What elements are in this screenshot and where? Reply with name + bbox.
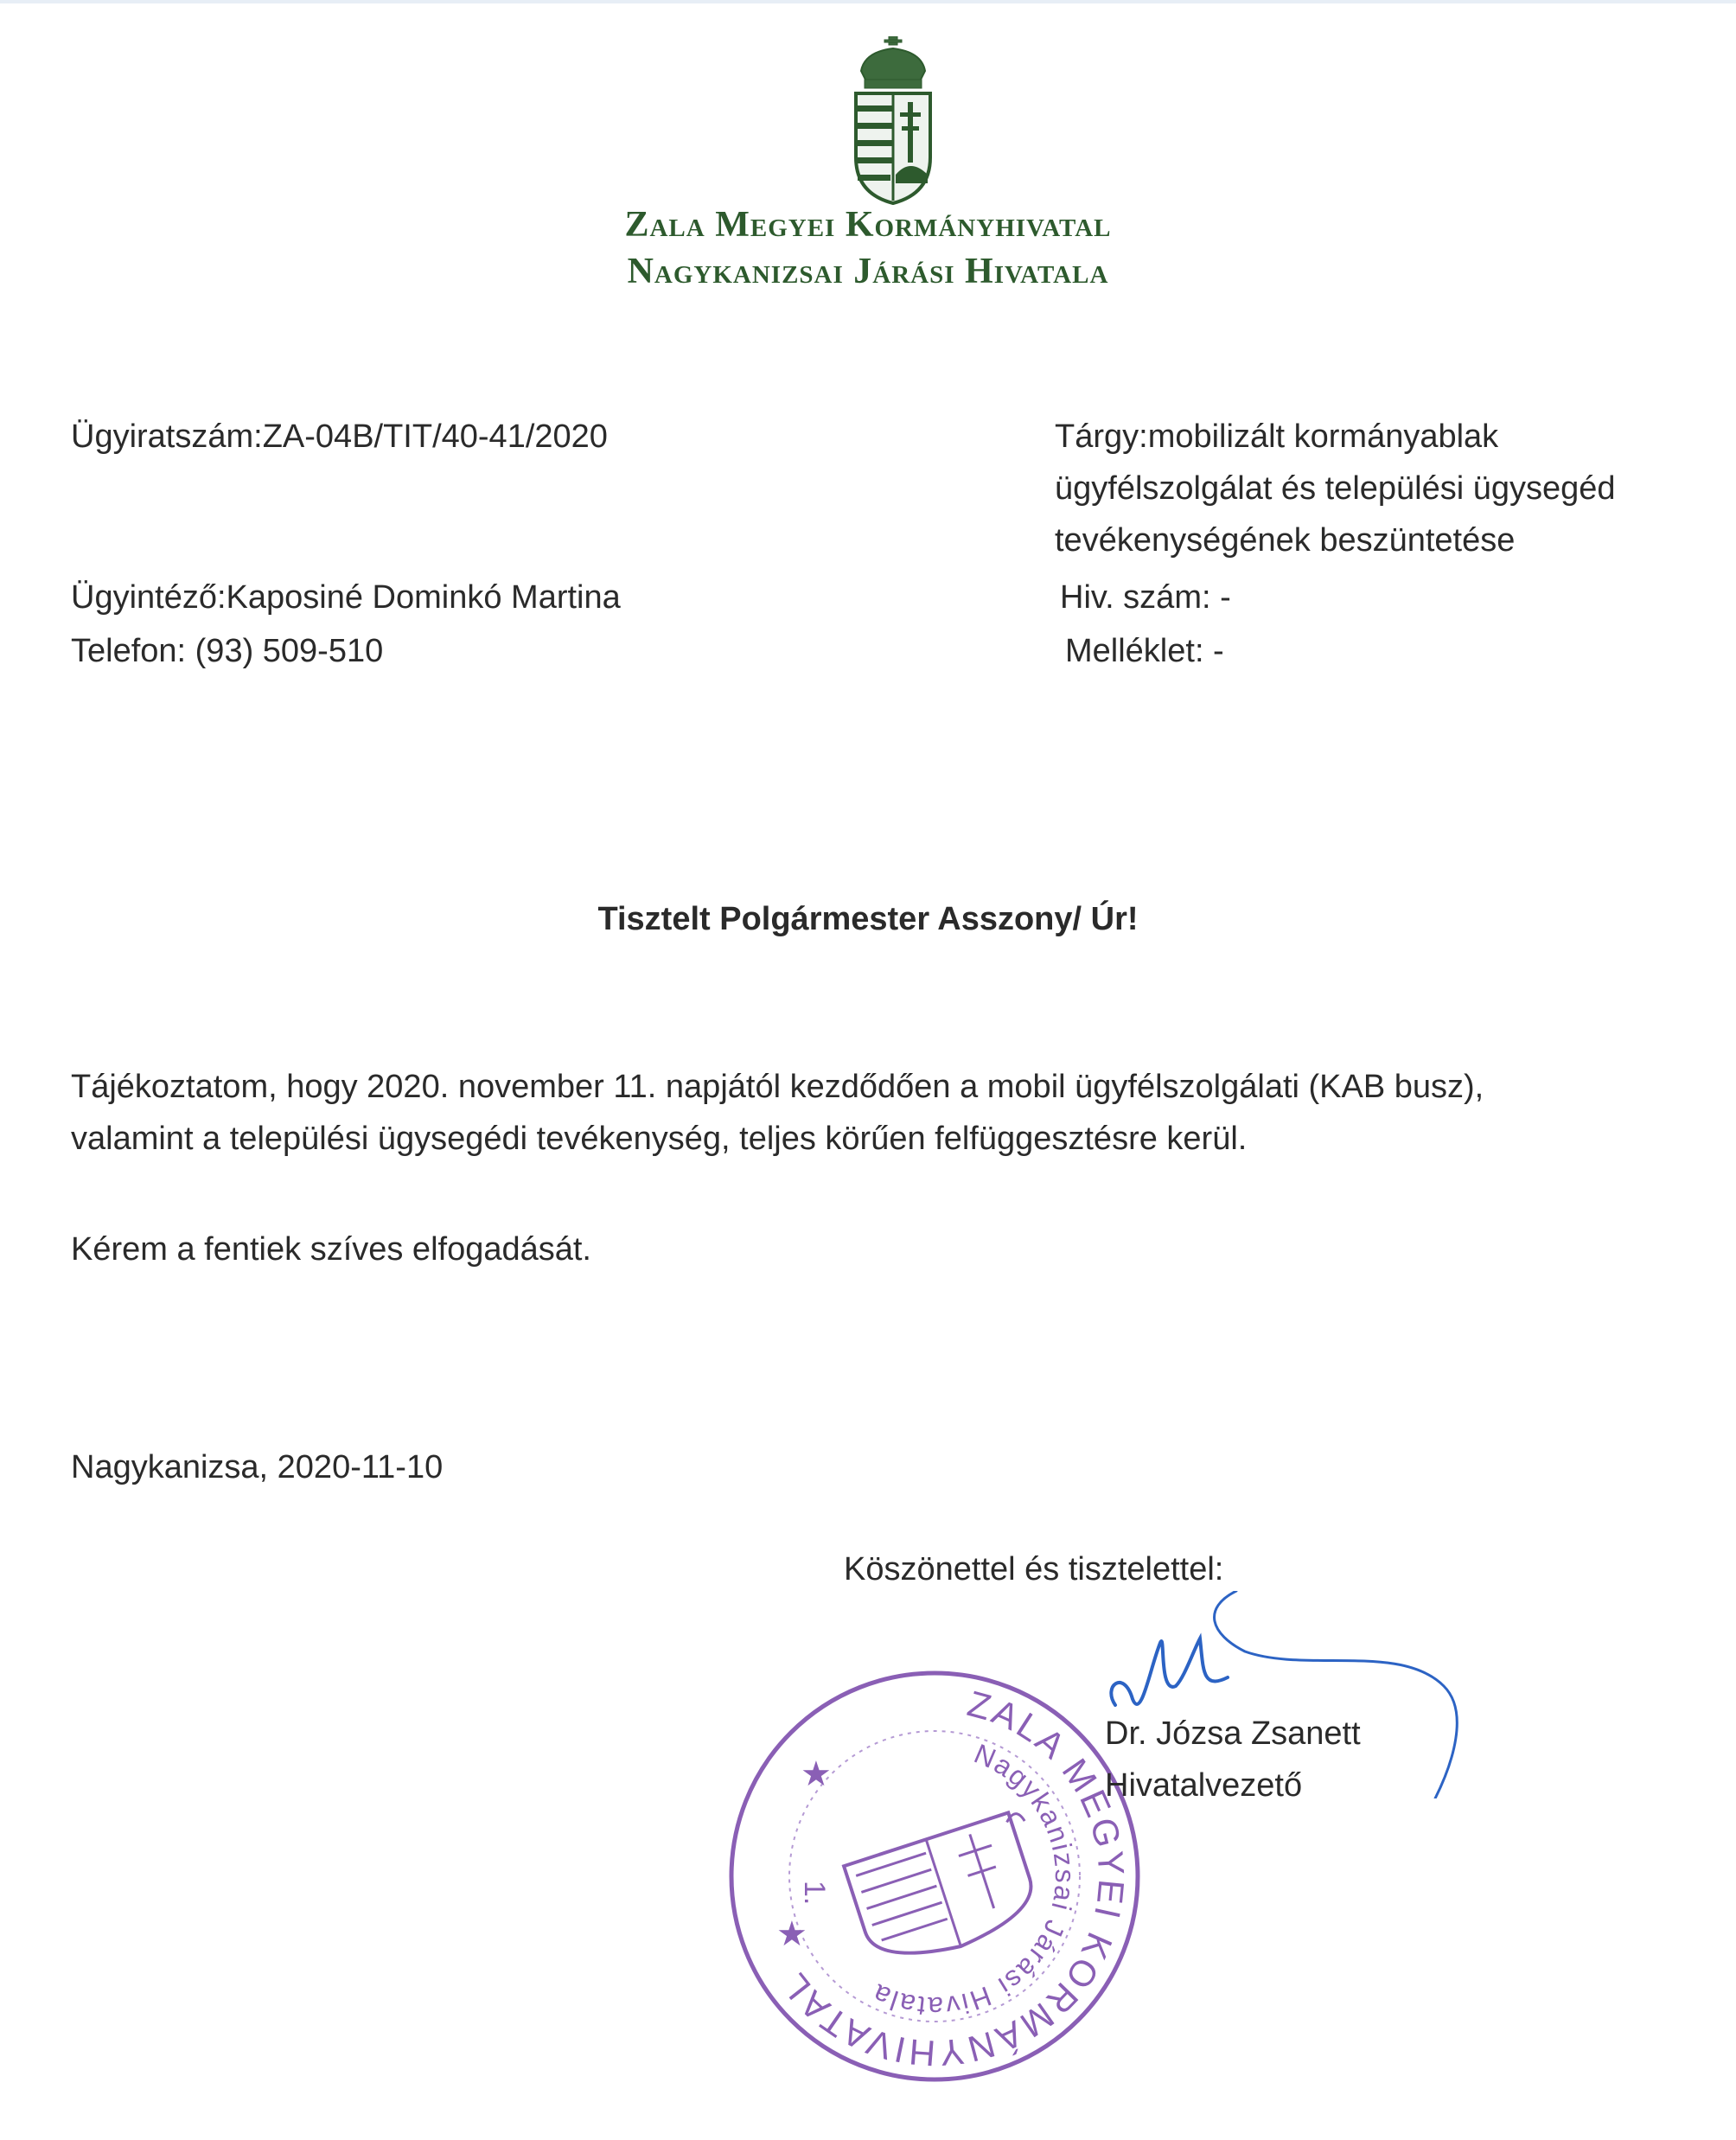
- signer-title: Hivatalvezető: [1105, 1767, 1303, 1804]
- official-stamp: [723, 1664, 1146, 2088]
- body-para1-line1: Tájékoztatom, hogy 2020. november 11. napjától kezdődően a mobil ügyfélszolgálati (KAB busz),: [71, 1069, 1484, 1105]
- body-para1-line2: valamint a települési ügysegédi tevékenység, teljes körűen felfüggesztésre kerül.: [71, 1121, 1248, 1157]
- subject-line1: Tárgy:mobilizált kormányablak: [1055, 418, 1499, 455]
- stamp-crest-icon: [844, 1809, 1056, 1973]
- star-icon: ★: [776, 1914, 807, 1954]
- star-icon: ★: [801, 1754, 832, 1794]
- stamp-inner-text: Nagykanizsai Járási Hivatala: [866, 1737, 1082, 2023]
- place-date: Nagykanizsa, 2020-11-10: [71, 1449, 444, 1485]
- stamp-number: 1.: [798, 1881, 831, 1906]
- phone-number: Telefon: (93) 509-510: [71, 633, 384, 669]
- reference-number: Hiv. szám: -: [1060, 579, 1231, 616]
- hungarian-coat-of-arms-icon: [846, 36, 941, 205]
- closing-phrase: Köszönettel és tisztelettel:: [844, 1551, 1224, 1587]
- signer-name: Dr. Józsa Zsanett: [1105, 1715, 1361, 1752]
- org-name-line1: Zala Megyei Kormányhivatal: [624, 205, 1112, 245]
- org-name-line2: Nagykanizsai Járási Hivatala: [627, 252, 1109, 291]
- officer-name: Ügyintéző:Kaposiné Dominkó Martina: [71, 579, 621, 616]
- stamp-outer-text: ZALA MEGYEI KORMÁNYHIVATAL: [772, 1683, 1133, 2074]
- subject-line3: tevékenységének beszüntetése: [1055, 522, 1516, 559]
- attachment-info: Melléklet: -: [1065, 633, 1224, 669]
- body-para2: Kérem a fentiek szíves elfogadását.: [71, 1231, 591, 1268]
- case-number: Ügyiratszám:ZA-04B/TIT/40-41/2020: [71, 418, 608, 455]
- top-border-line: [0, 0, 1736, 3]
- subject-line2: ügyfélszolgálat és települési ügysegéd: [1055, 470, 1616, 507]
- salutation: Tisztelt Polgármester Asszony/ Úr!: [597, 901, 1139, 937]
